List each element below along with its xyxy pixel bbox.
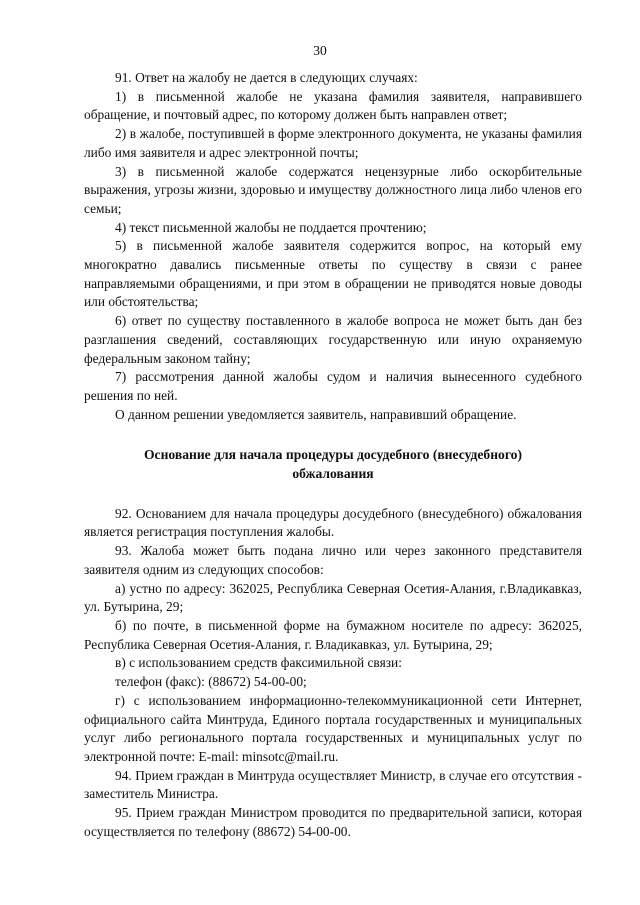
- paragraph-91-notice: О данном решении уведомляется заявитель, направивший обращение.: [115, 406, 517, 422]
- paragraph-95: 95. Прием граждан Министром проводится по предварительной записи, которая осуществляется по телефону (88672) 54-00-00.: [84, 805, 582, 839]
- paragraph-91-item-4: 4) текст письменной жалобы не поддается прочтению;: [115, 219, 427, 235]
- paragraph-91-item-3: 3) в письменной жалобе содержатся нецензурные либо оскорбительные выражения, угрозы жизни, здоровью и имуществу должностного лица либо членов его семьи;: [84, 163, 582, 216]
- paragraph-91-item-2: 2) в жалобе, поступившей в форме электронного документа, не указаны фамилия либо имя заявителя и адрес электронной почты;: [84, 126, 582, 160]
- paragraph-93-item-a: а) устно по адресу: 362025, Республика Северная Осетия-Алания, г.Владикавказ, ул. Бутырина, 29;: [84, 580, 582, 615]
- paragraph-93: 93. Жалоба может быть подана лично или через законного представителя заявителя одним из следующих способов:: [84, 543, 582, 577]
- paragraph-91-intro: 91. Ответ на жалобу не дается в следующих случаях:: [115, 70, 418, 85]
- paragraph-93-item-g: г) с использованием информационно-телекоммуникационной сети Интернет, официального сайта Минтруда, Единого портала государственных и муниципальных услуг либо регионального портала государственных и муниципальных услуг по электронной почте: E-mail: minsotc@mail.ru.: [84, 692, 582, 764]
- section-heading-line-2: обжалования: [292, 466, 374, 482]
- paragraph-91-item-6: 6) ответ по существу поставленного в жалобе вопроса не может быть дан без разглашения сведений, составляющих государственную или иную охраняемую федеральным законом тайну;: [84, 313, 582, 366]
- paragraph-91-item-1: 1) в письменной жалобе не указана фамилия заявителя, направившего обращение, и почтовый адрес, по которому должен быть направлен ответ;: [84, 88, 582, 123]
- paragraph-91-item-5: 5) в письменной жалобе заявителя содержится вопрос, на который ему многократно давались письменные ответы по существу в связи с ранее направляемыми обращениями, и при этом в обращении не приводятся новые доводы или обстоятельства;: [84, 238, 582, 310]
- paragraph-94: 94. Прием граждан в Минтруда осуществляет Министр, в случае его отсутствия - заместитель Министра.: [84, 767, 582, 802]
- paragraph-93-item-b: б) по почте, в письменной форме на бумажном носителе по адресу: 362025, Республика Северная Осетия-Алания, г. Владикавказ, ул. Бутырина, 29;: [84, 617, 582, 652]
- page-body: [84, 69, 582, 841]
- section-heading-line-1: Основание для начала процедуры досудебного (внесудебного): [143, 447, 523, 463]
- page-number: 30: [313, 43, 327, 58]
- section-heading: [84, 446, 582, 483]
- paragraph-91-item-7: 7) рассмотрения данной жалобы судом и наличия вынесенного судебного решения по ней.: [84, 369, 582, 403]
- paragraph-93-item-v: в) с использованием средств факсимильной связи:: [115, 655, 402, 671]
- paragraph-93-fax: телефон (факс): (88672) 54-00-00;: [115, 674, 307, 690]
- paragraph-92: 92. Основанием для начала процедуры досудебного (внесудебного) обжалования является регистрация поступления жалобы.: [84, 505, 582, 540]
